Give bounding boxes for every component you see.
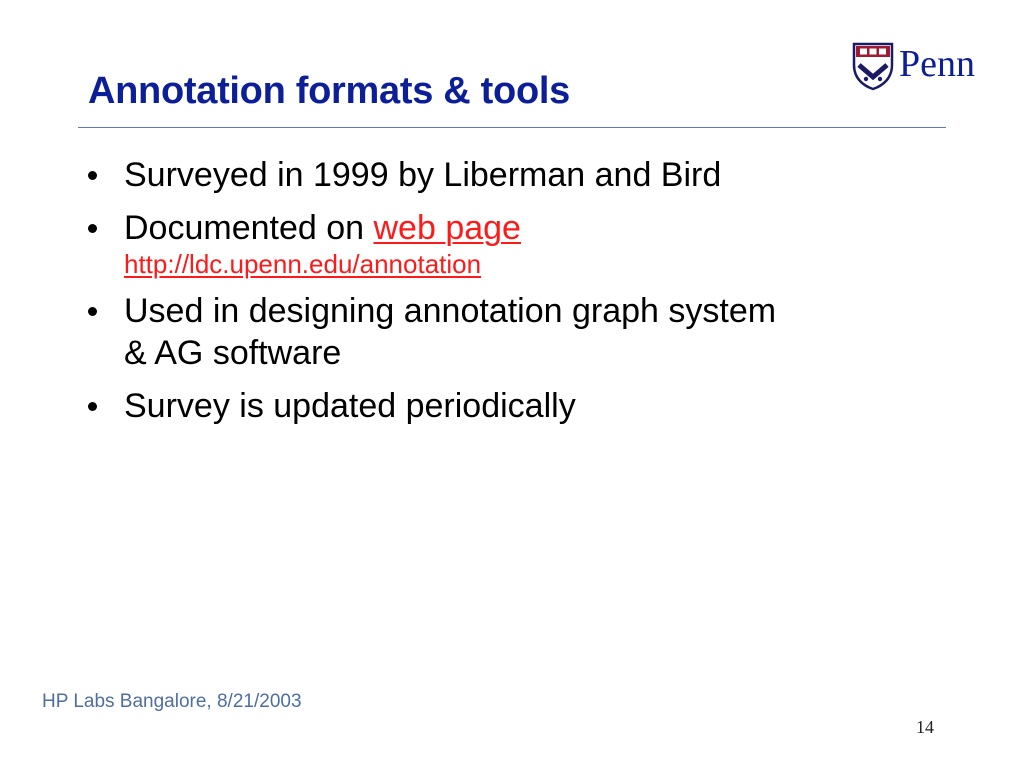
- page-number: 14: [916, 717, 934, 737]
- web-page-link[interactable]: web page: [373, 209, 521, 247]
- bullet-text-prefix: Documented on: [124, 209, 374, 247]
- bullet-text: Survey is updated periodically: [124, 387, 576, 425]
- bullet-dot: [88, 224, 97, 233]
- slide-footer: HP Labs Bangalore, 8/21/2003: [42, 691, 302, 712]
- bullet-text: Used in designing annotation graph system & AG software: [124, 292, 777, 372]
- bullet-item: [86, 207, 886, 279]
- penn-logo-text: Penn: [899, 43, 975, 85]
- title-divider: [78, 127, 946, 128]
- bullet-text: Surveyed in 1999 by Liberman and Bird: [124, 156, 722, 194]
- annotation-url-link[interactable]: http://ldc.upenn.edu/annotation: [124, 249, 482, 279]
- bullet-dot: [88, 171, 97, 180]
- bullet-item: [86, 385, 886, 427]
- bullet-item: [86, 154, 886, 196]
- bullet-dot: [88, 307, 97, 316]
- penn-shield-icon: [851, 41, 895, 91]
- bullet-list: [86, 154, 886, 438]
- bullet-text: [124, 207, 886, 249]
- bullet-dot: [88, 402, 97, 411]
- penn-logo: [851, 41, 975, 91]
- bullet-item: [86, 290, 886, 374]
- slide-title: Annotation formats & tools: [88, 70, 570, 112]
